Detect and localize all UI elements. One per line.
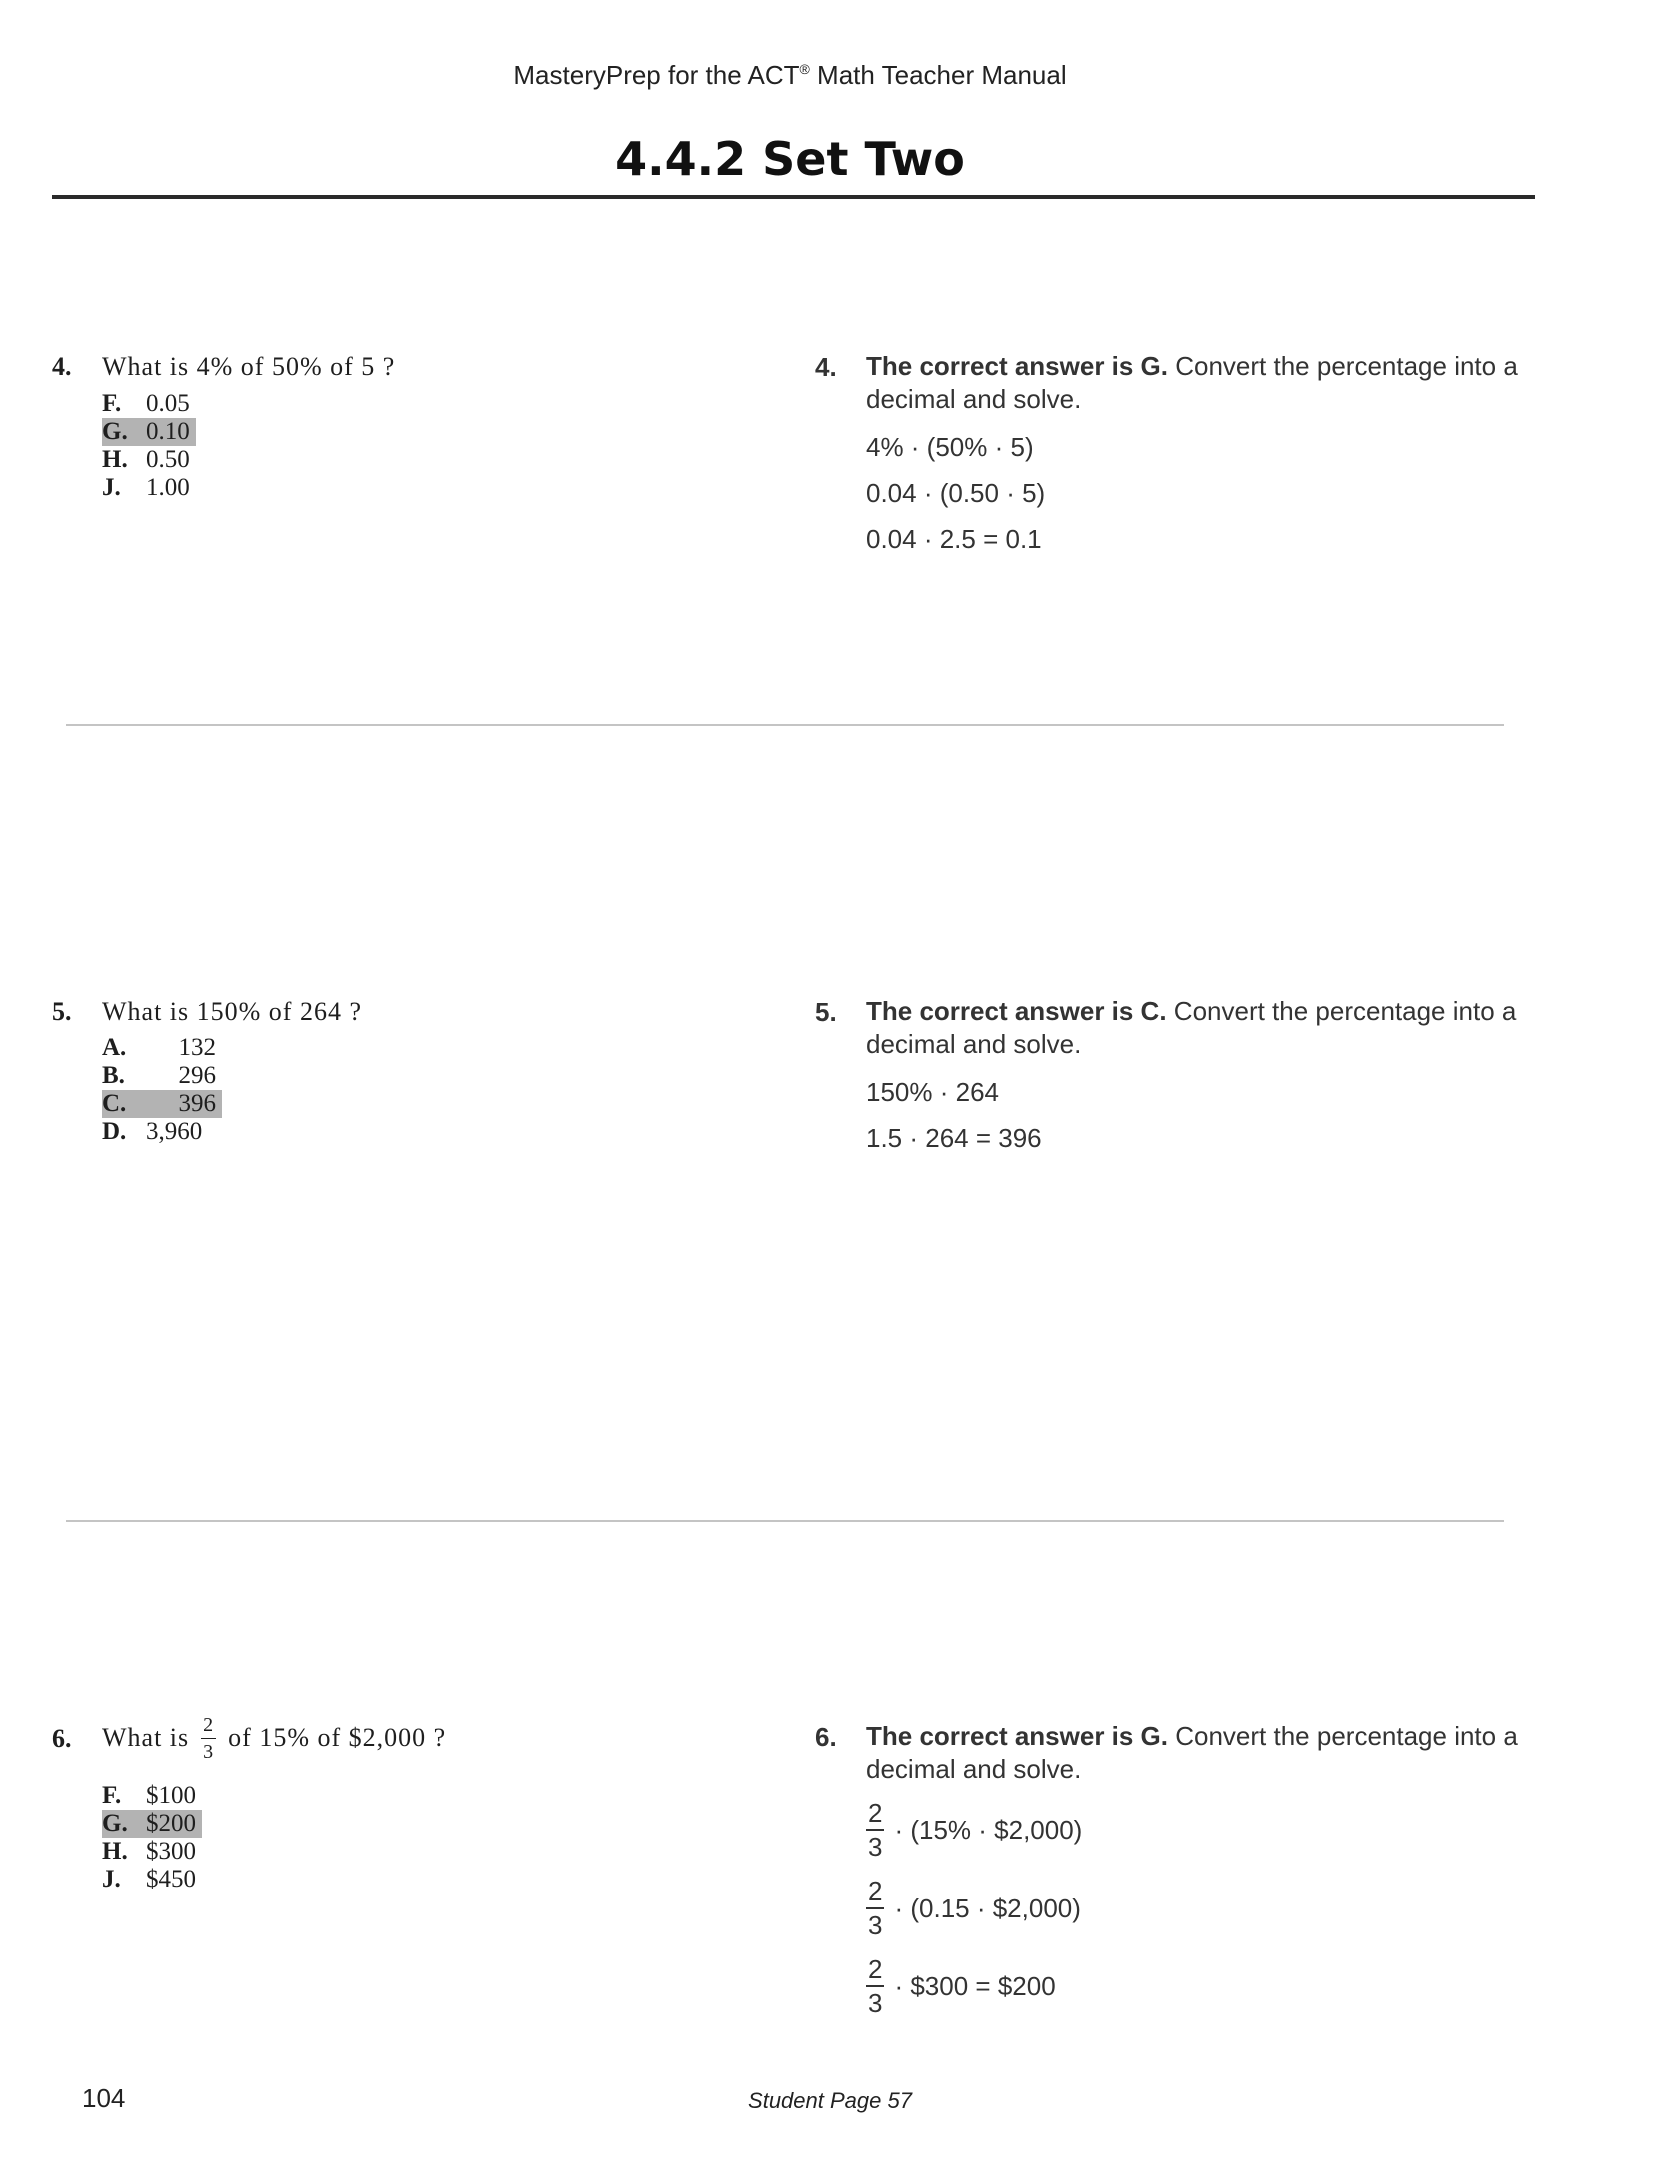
question-text: What is 150% of 264 ? — [102, 997, 363, 1026]
question-number: 4. — [52, 352, 72, 381]
student-page-reference: Student Page 57 — [748, 2088, 912, 2113]
choice-value: $100 — [146, 1782, 196, 1809]
fraction-numerator: 2 — [868, 1798, 883, 1828]
solution-step — [866, 1873, 1081, 1943]
registered-mark: ® — [799, 61, 810, 77]
title-rule — [52, 195, 1535, 199]
fraction — [866, 1878, 884, 1938]
choice-value: 3,960 — [146, 1118, 203, 1145]
answer-number: 4. — [815, 352, 837, 382]
solution-step — [866, 1951, 1056, 2021]
fraction-numerator: 2 — [868, 1954, 883, 1984]
fraction — [866, 1956, 884, 2016]
solution-step: 0.04 · 2.5 = 0.1 — [866, 524, 1042, 554]
question-text — [102, 1708, 446, 1768]
choice-b[interactable] — [102, 1062, 222, 1090]
choice-f[interactable] — [102, 390, 196, 418]
solution-step-text: · (0.15 · $2,000) — [894, 1892, 1081, 1923]
choice-value: 396 — [178, 1090, 216, 1117]
choice-letter: F. — [102, 1782, 122, 1809]
choice-letter: H. — [102, 446, 128, 473]
choice-h[interactable] — [102, 446, 196, 474]
choice-g-highlighted[interactable] — [102, 1810, 202, 1838]
question-number: 6. — [52, 1724, 72, 1753]
fraction — [201, 1715, 216, 1762]
choice-value: $300 — [146, 1838, 196, 1865]
question-number: 5. — [52, 997, 72, 1026]
fraction-denominator: 3 — [866, 1985, 884, 2016]
answer-choices — [102, 390, 196, 502]
correct-answer-lead: The correct answer is C. — [866, 996, 1167, 1026]
fraction-denominator: 3 — [201, 1738, 216, 1762]
running-header-text: MasteryPrep for the ACT — [513, 60, 800, 90]
fraction — [866, 1800, 884, 1860]
page-number: 104 — [82, 2083, 126, 2113]
choice-letter: A. — [102, 1034, 127, 1061]
question-text-start: What is — [102, 1723, 190, 1752]
choice-letter: C. — [102, 1090, 127, 1117]
answer-explanation — [866, 1720, 1526, 1786]
section-divider — [66, 724, 1504, 726]
explanation-text: Convert the percentage into a decimal and solve. — [866, 351, 1518, 414]
choice-letter: H. — [102, 1838, 128, 1865]
explanation-text: Convert the percentage into a decimal and solve. — [866, 1721, 1518, 1784]
section-divider — [66, 1520, 1504, 1522]
explanation-text: Convert the percentage into a decimal and solve. — [866, 996, 1517, 1059]
solution-step-text: · (15% · $2,000) — [894, 1814, 1083, 1845]
answer-number: 6. — [815, 1722, 837, 1752]
choice-value: 1.00 — [146, 474, 190, 501]
choice-value: 296 — [178, 1062, 216, 1089]
answer-explanation — [866, 995, 1526, 1061]
fraction-denominator: 3 — [866, 1907, 884, 1938]
choice-letter: D. — [102, 1118, 127, 1145]
choice-g-highlighted[interactable] — [102, 418, 196, 446]
solution-step-text: · $300 = $200 — [894, 1970, 1056, 2001]
solution-step: 150% · 264 — [866, 1077, 999, 1107]
choice-a[interactable] — [102, 1034, 222, 1062]
solution-step: 1.5 · 264 = 396 — [866, 1123, 1042, 1153]
solution-step — [866, 1795, 1082, 1865]
answer-explanation — [866, 350, 1526, 416]
choice-letter: G. — [102, 1810, 128, 1837]
answer-choices — [102, 1034, 222, 1146]
choice-value: 0.05 — [146, 390, 190, 417]
solution-step: 0.04 · (0.50 · 5) — [866, 478, 1046, 508]
choice-d[interactable] — [102, 1118, 222, 1146]
answer-choices — [102, 1782, 202, 1894]
correct-answer-lead: The correct answer is G. — [866, 1721, 1169, 1751]
fraction-denominator: 3 — [866, 1829, 884, 1860]
choice-f[interactable] — [102, 1782, 202, 1810]
choice-value: 0.50 — [146, 446, 190, 473]
choice-value: $200 — [146, 1810, 196, 1837]
choice-value: 132 — [178, 1034, 216, 1061]
page-title: 4.4.2 Set Two — [615, 132, 965, 186]
choice-j[interactable] — [102, 1866, 202, 1894]
correct-answer-lead: The correct answer is G. — [866, 351, 1169, 381]
question-text: What is 4% of 50% of 5 ? — [102, 352, 396, 381]
solution-step: 4% · (50% · 5) — [866, 432, 1034, 462]
choice-letter: G. — [102, 418, 128, 445]
choice-letter: J. — [102, 474, 121, 501]
running-header-text-end: Math Teacher Manual — [809, 60, 1067, 90]
choice-letter: B. — [102, 1062, 125, 1089]
fraction-numerator: 2 — [868, 1876, 883, 1906]
fraction-numerator: 2 — [203, 1713, 215, 1736]
choice-j[interactable] — [102, 474, 196, 502]
choice-value: $450 — [146, 1866, 196, 1893]
choice-letter: F. — [102, 390, 122, 417]
answer-number: 5. — [815, 997, 837, 1027]
choice-letter: J. — [102, 1866, 121, 1893]
choice-c-highlighted[interactable] — [102, 1090, 222, 1118]
choice-value: 0.10 — [146, 418, 190, 445]
choice-h[interactable] — [102, 1838, 202, 1866]
question-text-end: of 15% of $2,000 ? — [228, 1723, 447, 1752]
running-header — [0, 60, 1580, 91]
